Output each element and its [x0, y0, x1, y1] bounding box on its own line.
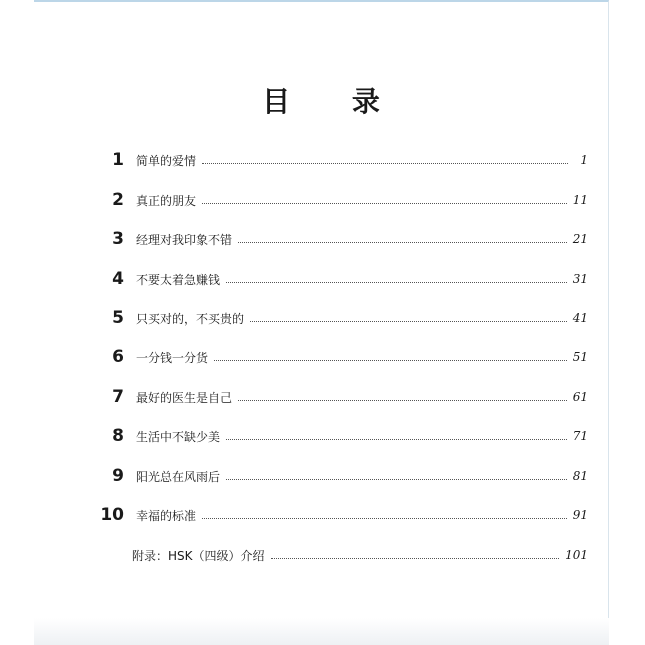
toc-entry-page: 11: [572, 193, 588, 207]
toc-entry-label: 幸福的标准: [136, 508, 197, 523]
toc-entry-number: 3: [112, 229, 124, 249]
toc-entry-7: [96, 385, 588, 409]
toc-entry-label: 经理对我印象不错: [136, 232, 233, 247]
toc-entry-10: [96, 503, 588, 527]
toc-entry-page: 51: [572, 350, 588, 364]
toc-entry-label: 最好的医生是自己: [136, 390, 233, 405]
toc-entry-8: [96, 424, 588, 448]
toc-entry-page: 91: [572, 508, 588, 522]
toc-entry-2: [96, 188, 588, 212]
dot-leader: [226, 282, 567, 283]
toc-entry-page: 101: [565, 548, 588, 562]
dot-leader: [250, 321, 567, 322]
toc-entry-3: [96, 227, 588, 251]
toc-entry-label: 一分钱一分货: [136, 350, 209, 365]
toc-entry-page: 41: [572, 311, 588, 325]
toc-entry-label: 不要太着急赚钱: [136, 272, 221, 287]
toc-entry-number: 1: [112, 150, 124, 170]
dot-leader: [238, 242, 567, 243]
toc-entry-4: [96, 267, 588, 291]
toc-entry-number: 7: [112, 387, 124, 407]
toc-entry-1: [96, 148, 588, 172]
toc-entry-label: 生活中不缺少美: [136, 429, 221, 444]
toc-entry-number: 4: [112, 269, 124, 289]
toc-entry-page: 31: [572, 272, 588, 286]
toc-entry-appendix: [132, 543, 588, 567]
dot-leader: [271, 558, 560, 559]
toc-entry-label: 简单的爱情: [136, 153, 197, 168]
toc-entry-number: 10: [100, 505, 124, 525]
toc-entry-page: 71: [572, 429, 588, 443]
toc-entry-number: 9: [112, 466, 124, 486]
toc-entry-label: 阳光总在风雨后: [136, 469, 221, 484]
dot-leader: [238, 400, 567, 401]
dot-leader: [202, 518, 567, 519]
toc-entry-number: 2: [112, 190, 124, 210]
page-shadow: [34, 618, 609, 645]
toc-entry-number: 6: [112, 347, 124, 367]
toc-entry-page: 81: [572, 469, 588, 483]
toc-entry-page: 21: [572, 232, 588, 246]
toc-entry-9: [96, 464, 588, 488]
toc-entry-5: [96, 306, 588, 330]
dot-leader: [226, 479, 567, 480]
dot-leader: [214, 360, 567, 361]
dot-leader: [202, 163, 568, 164]
toc-entry-6: [96, 345, 588, 369]
toc-entry-label: 只买对的，不买贵的: [136, 311, 245, 326]
toc-entry-page: 1: [580, 153, 588, 167]
toc-entry-label: 真正的朋友: [136, 193, 197, 208]
document-page: [34, 0, 609, 645]
toc-entry-number: 5: [112, 308, 124, 328]
toc-entry-page: 61: [572, 390, 588, 404]
toc-entry-number: 8: [112, 426, 124, 446]
page-title: 目 录: [262, 85, 406, 118]
toc-entry-label: 附录：HSK（四级）介绍: [132, 548, 265, 563]
dot-leader: [226, 439, 567, 440]
dot-leader: [202, 203, 567, 204]
